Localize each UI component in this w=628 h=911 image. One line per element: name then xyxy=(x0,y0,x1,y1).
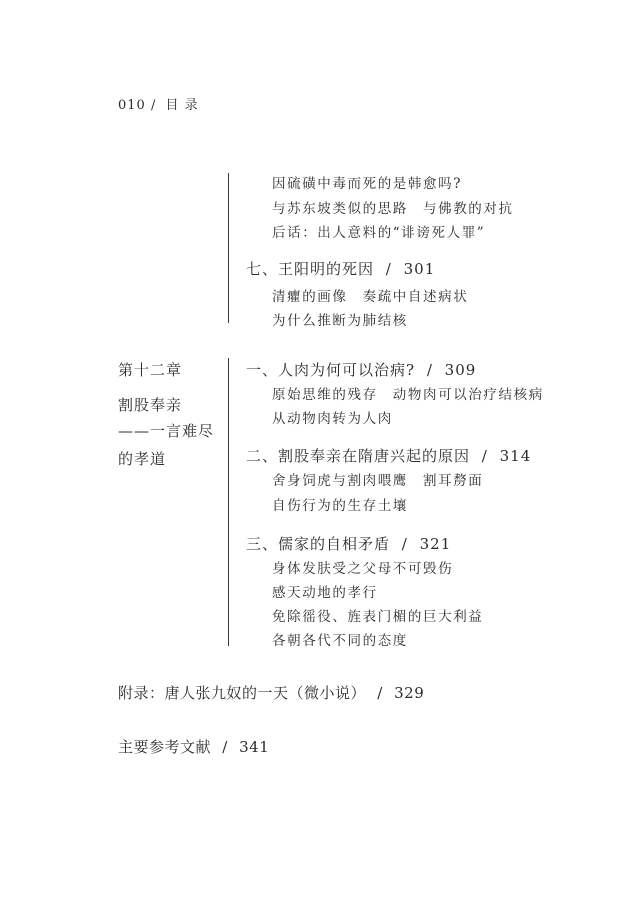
toc-references[interactable] xyxy=(118,736,269,757)
references-page: 341 xyxy=(239,738,270,756)
toc-item[interactable]: 免除徭役、旌表门楣的巨大利益 xyxy=(272,609,484,625)
section-label: 三、儒家的自相矛盾 xyxy=(246,535,391,553)
section-separator: / xyxy=(426,361,433,379)
header-separator: / xyxy=(150,98,157,113)
toc-section[interactable] xyxy=(246,445,531,466)
references-label: 主要参考文献 xyxy=(118,738,212,756)
section-label: 七、王阳明的死因 xyxy=(246,260,375,278)
references-separator: / xyxy=(222,738,228,756)
toc-item[interactable]: 身体发肤受之父母不可毁伤 xyxy=(272,561,454,577)
toc-item[interactable]: 与苏东坡类似的思路 与佛教的对抗 xyxy=(272,201,514,217)
toc-item[interactable]: 舍身饲虎与割肉喂鹰 割耳剺面 xyxy=(272,473,484,489)
section-page: 321 xyxy=(419,535,452,553)
chapter-subtitle: 的孝道 xyxy=(118,450,167,468)
toc-item[interactable]: 后话：出人意料的“诽谤死人罪” xyxy=(272,225,486,241)
page-number: 010 xyxy=(118,98,146,113)
section-label: 二、割股奉亲在隋唐兴起的原因 xyxy=(246,447,471,465)
section-separator: / xyxy=(481,447,488,465)
chapter-title: 割股奉亲 xyxy=(118,396,183,414)
section-separator: / xyxy=(401,535,408,553)
toc-item[interactable]: 从动物肉转为人肉 xyxy=(272,411,393,427)
appendix-page: 329 xyxy=(394,684,425,702)
appendix-label: 附录：唐人张九奴的一天（微小说） xyxy=(118,684,367,702)
toc-item[interactable]: 原始思维的残存 动物肉可以治疗结核病 xyxy=(272,387,544,403)
toc-item[interactable]: 清癯的画像 奏疏中自述病状 xyxy=(272,289,469,305)
section-page: 314 xyxy=(499,447,532,465)
toc-item[interactable]: 各朝各代不同的态度 xyxy=(272,633,408,649)
divider-line-top xyxy=(228,173,229,323)
toc-item[interactable]: 为什么推断为肺结核 xyxy=(272,313,408,329)
toc-appendix[interactable] xyxy=(118,682,424,703)
section-separator: / xyxy=(385,260,392,278)
divider-line-bottom xyxy=(228,358,229,646)
toc-section[interactable] xyxy=(246,258,435,279)
chapter-subtitle: ——一言难尽 xyxy=(118,422,215,440)
toc-section[interactable] xyxy=(246,533,451,554)
toc-item[interactable]: 感天动地的孝行 xyxy=(272,585,378,601)
section-page: 301 xyxy=(403,260,436,278)
header-title: 目 录 xyxy=(165,98,199,113)
chapter-number: 第十二章 xyxy=(118,361,183,379)
toc-item[interactable]: 因硫磺中毒而死的是韩愈吗? xyxy=(272,176,463,192)
page-header xyxy=(118,94,199,113)
section-page: 309 xyxy=(444,361,477,379)
toc-section[interactable] xyxy=(246,359,476,380)
section-label: 一、人肉为何可以治病? xyxy=(246,361,416,379)
toc-item[interactable]: 自伤行为的生存土壤 xyxy=(272,498,408,514)
appendix-separator: / xyxy=(377,684,383,702)
